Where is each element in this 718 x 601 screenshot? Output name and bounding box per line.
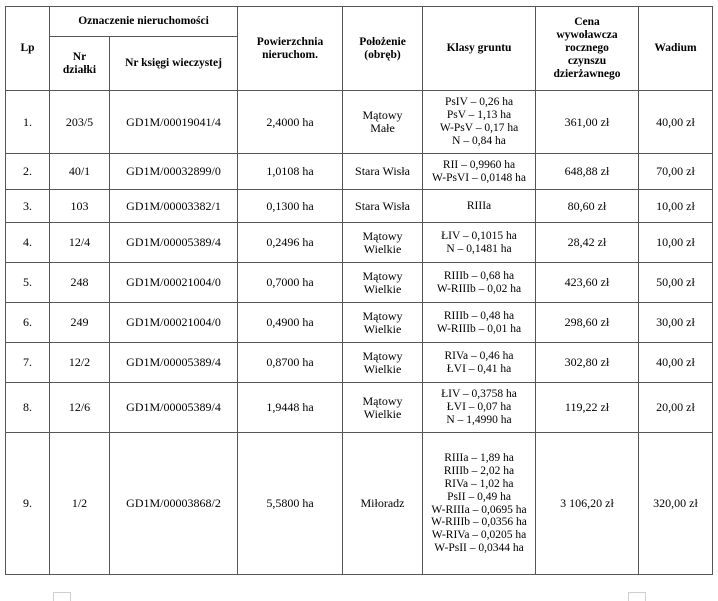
klasa-gruntu-line: ŁVI – 0,41 ha (446, 362, 512, 375)
polozenie-line: Mątowy (362, 348, 403, 363)
cell-polozenie (343, 433, 423, 575)
cell-lp: 2. (6, 154, 50, 190)
polozenie-line: Mątowy (362, 308, 403, 323)
cell-nr-dzialki: 12/2 (50, 343, 110, 383)
cell-powierzchnia: 2,4000 ha (238, 91, 343, 154)
klasa-gruntu-line: RIIIb – 0,68 ha (443, 269, 515, 282)
klasa-gruntu-line: W-PsV – 0,17 ha (439, 122, 519, 134)
table-row (6, 263, 713, 303)
header-polozenie: Położenie (obręb) (343, 7, 423, 91)
klasa-gruntu-line: W-PsII – 0,0344 ha (434, 541, 524, 554)
cell-klasy-gruntu (423, 383, 536, 433)
cell-klasy-gruntu (423, 263, 536, 303)
klasa-gruntu-line: ŁIV – 0,3758 ha (441, 388, 517, 401)
cell-powierzchnia: 5,5800 ha (238, 433, 343, 575)
klasa-gruntu-line: W-PsVI – 0,0148 ha (432, 171, 526, 184)
polozenie-line: Wielkie (363, 241, 402, 256)
polozenie-line: Mątowy (362, 228, 403, 243)
cell-cena: 28,42 zł (536, 223, 639, 263)
cell-nr-dzialki: 1/2 (50, 433, 110, 575)
cell-nr-dzialki: 103 (50, 190, 110, 223)
cell-nr-ksiegi: GD1M/00005389/4 (110, 223, 238, 263)
cell-cena: 3 106,20 zł (536, 433, 639, 575)
klasa-gruntu-line: RIVa – 0,46 ha (444, 349, 514, 362)
header-lp: Lp (6, 7, 50, 91)
header-nr-dzialki: Nr działki (50, 37, 110, 91)
page-corner-mark-right (628, 592, 646, 601)
cell-nr-ksiegi: GD1M/00021004/0 (110, 303, 238, 343)
header-klasy-gruntu: Klasy gruntu (423, 7, 536, 91)
cell-lp: 5. (6, 263, 50, 303)
cell-nr-ksiegi: GD1M/00003868/2 (110, 433, 238, 575)
klasa-gruntu-line: W-RIIIa – 0,0695 ha (431, 503, 527, 516)
cell-cena: 119,22 zł (536, 383, 639, 433)
cell-klasy-gruntu (423, 343, 536, 383)
cell-wadium: 10,00 zł (639, 223, 713, 263)
table-row (6, 223, 713, 263)
cell-nr-ksiegi: GD1M/00021004/0 (110, 263, 238, 303)
polozenie-line: Wielkie (363, 406, 402, 421)
klasa-gruntu-line: W-RIIIb – 0,0356 ha (431, 516, 527, 529)
klasa-gruntu-line: W-RIIIb – 0,01 ha (436, 322, 522, 335)
cell-powierzchnia: 1,9448 ha (238, 383, 343, 433)
cell-lp: 4. (6, 223, 50, 263)
cell-polozenie (343, 263, 423, 303)
klasa-gruntu-line: N – 0,1481 ha (446, 242, 512, 255)
cell-polozenie (343, 91, 423, 154)
table-row (6, 383, 713, 433)
cell-wadium: 10,00 zł (639, 190, 713, 223)
table-row (6, 303, 713, 343)
cell-klasy-gruntu (423, 303, 536, 343)
cell-wadium: 30,00 zł (639, 303, 713, 343)
klasa-gruntu-line: RIIIa – 1,89 ha (444, 452, 514, 465)
cell-cena: 80,60 zł (536, 190, 639, 223)
cell-nr-ksiegi: GD1M/00005389/4 (110, 383, 238, 433)
cell-wadium: 40,00 zł (639, 343, 713, 383)
cell-powierzchnia: 0,1300 ha (238, 190, 343, 223)
cell-lp: 6. (6, 303, 50, 343)
klasa-gruntu-line: PsV – 1,13 ha (446, 109, 512, 122)
cell-nr-ksiegi: GD1M/00005389/4 (110, 343, 238, 383)
polozenie-line: Małe (370, 121, 395, 135)
cell-polozenie (343, 343, 423, 383)
cell-wadium: 70,00 zł (639, 154, 713, 190)
klasa-gruntu-line: ŁIV – 0,1015 ha (441, 229, 517, 242)
header-oznaczenie: Oznaczenie nieruchomości (50, 7, 238, 37)
klasa-gruntu-line: PsII – 0,49 ha (447, 490, 511, 503)
klasa-gruntu-line: W-RIVa – 0,0205 ha (431, 529, 527, 542)
polozenie-line: Wielkie (363, 321, 402, 336)
cell-nr-ksiegi: GD1M/00003382/1 (110, 190, 238, 223)
page-corner-mark-left (53, 592, 71, 601)
cell-nr-dzialki: 249 (50, 303, 110, 343)
header-nr-ksiegi: Nr księgi wieczystej (110, 37, 238, 91)
cell-polozenie (343, 303, 423, 343)
klasa-gruntu-line: RIIIb – 2,02 ha (443, 465, 515, 478)
klasa-gruntu-line: PsIV – 0,26 ha (444, 96, 514, 109)
cell-klasy-gruntu (423, 190, 536, 223)
cell-wadium: 50,00 zł (639, 263, 713, 303)
header-cena: Cena wywoławcza rocznego czynszu dzierżawnego (536, 7, 639, 91)
cell-cena: 361,00 zł (536, 91, 639, 154)
cell-klasy-gruntu (423, 223, 536, 263)
cell-polozenie (343, 154, 423, 190)
polozenie-line: Miłoradz (360, 496, 405, 510)
cell-wadium: 320,00 zł (639, 433, 713, 575)
cell-lp: 7. (6, 343, 50, 383)
klasa-gruntu-line: RII – 0,9960 ha (442, 158, 516, 171)
klasa-gruntu-line: RIIIb – 0,48 ha (443, 309, 515, 322)
polozenie-line: Stara Wisła (355, 164, 410, 178)
cell-lp: 9. (6, 433, 50, 575)
cell-lp: 8. (6, 383, 50, 433)
cell-polozenie (343, 223, 423, 263)
table-row (6, 91, 713, 154)
cell-nr-dzialki: 248 (50, 263, 110, 303)
klasa-gruntu-line: RIVa – 1,02 ha (444, 477, 514, 490)
table-row (6, 433, 713, 575)
cell-powierzchnia: 0,4900 ha (238, 303, 343, 343)
cell-cena: 302,80 zł (536, 343, 639, 383)
cell-polozenie (343, 383, 423, 433)
polozenie-line: Wielkie (363, 281, 402, 296)
cell-nr-ksiegi: GD1M/00019041/4 (110, 91, 238, 154)
cell-wadium: 40,00 zł (639, 91, 713, 154)
cell-powierzchnia: 0,7000 ha (238, 263, 343, 303)
table-row (6, 343, 713, 383)
cell-polozenie (343, 190, 423, 223)
cell-nr-dzialki: 12/4 (50, 223, 110, 263)
cell-powierzchnia: 0,2496 ha (238, 223, 343, 263)
polozenie-line: Mątowy (362, 393, 403, 408)
polozenie-line: Stara Wisła (355, 198, 410, 213)
cell-cena: 298,60 zł (536, 303, 639, 343)
cell-nr-ksiegi: GD1M/00032899/0 (110, 154, 238, 190)
cell-lp: 3. (6, 190, 50, 223)
polozenie-line: Wielkie (363, 361, 402, 376)
header-wadium: Wadium (639, 7, 713, 91)
cell-wadium: 20,00 zł (639, 383, 713, 433)
cell-cena: 648,88 zł (536, 154, 639, 190)
cell-cena: 423,60 zł (536, 263, 639, 303)
table-row (6, 190, 713, 223)
klasa-gruntu-line: W-RIIIb – 0,02 ha (436, 282, 522, 295)
land-lease-table (5, 6, 713, 575)
polozenie-line: Mątowy (362, 268, 403, 283)
cell-klasy-gruntu (423, 91, 536, 154)
cell-nr-dzialki: 12/6 (50, 383, 110, 433)
cell-lp: 1. (6, 91, 50, 154)
klasa-gruntu-line: N – 0,84 ha (452, 134, 506, 147)
klasa-gruntu-line: N – 1,4990 ha (446, 413, 512, 426)
polozenie-line: Mątowy (362, 108, 403, 122)
header-powierzchnia: Powierzchnia nieruchom. (238, 7, 343, 91)
cell-klasy-gruntu (423, 433, 536, 575)
table-row (6, 154, 713, 190)
cell-nr-dzialki: 40/1 (50, 154, 110, 190)
klasa-gruntu-line: ŁVI – 0,07 ha (446, 401, 512, 414)
klasa-gruntu-line: RIIIa (466, 199, 492, 212)
cell-klasy-gruntu (423, 154, 536, 190)
cell-powierzchnia: 0,8700 ha (238, 343, 343, 383)
cell-nr-dzialki: 203/5 (50, 91, 110, 154)
cell-powierzchnia: 1,0108 ha (238, 154, 343, 190)
